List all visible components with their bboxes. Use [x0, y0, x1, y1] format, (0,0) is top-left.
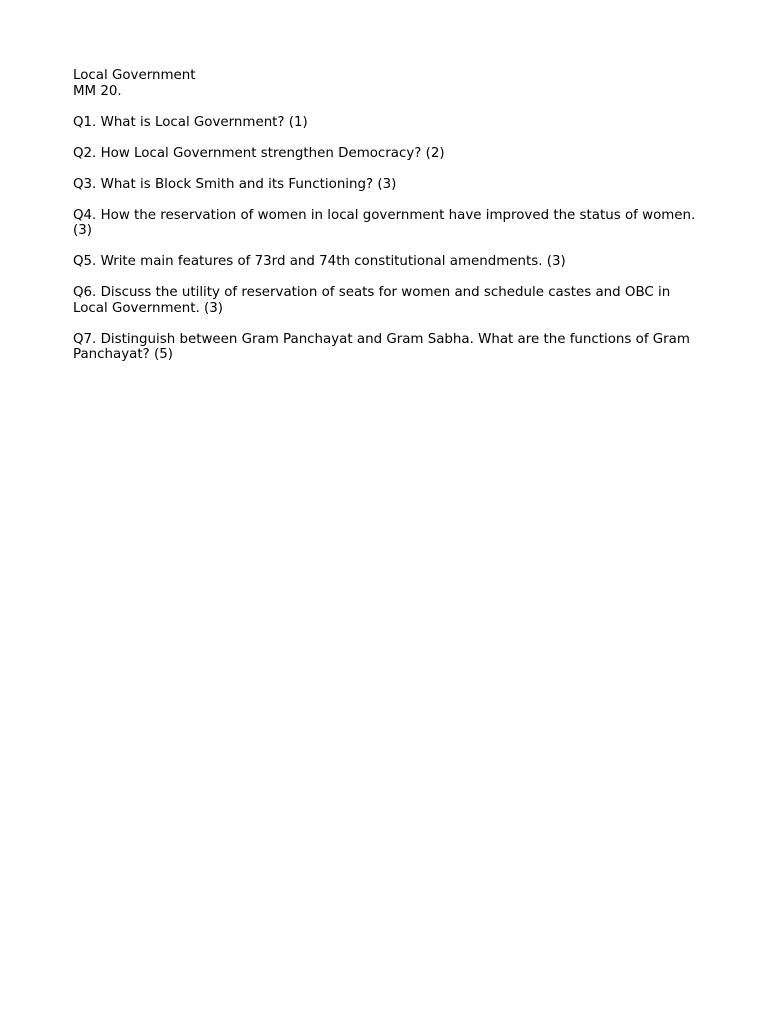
document-content	[73, 68, 698, 378]
question-7: Q7. Distinguish between Gram Panchayat and Gram Sabha. What are the functions of Gram Panchayat? (5)	[73, 331, 690, 363]
question-4: Q4. How the reservation of women in local government have improved the status of women. (3)	[73, 207, 696, 239]
question-6: Q6. Discuss the utility of reservation of seats for women and schedule castes and OBC in Local Government. (3)	[73, 285, 671, 316]
question-1: Q1. What is Local Government? (1)	[73, 114, 308, 130]
question-5: Q5. Write main features of 73rd and 74th constitutional amendments. (3)	[73, 254, 566, 270]
maximum-marks: MM 20.	[73, 83, 122, 99]
document-title: Local Government	[73, 68, 196, 83]
question-3: Q3. What is Block Smith and its Functioning? (3)	[73, 176, 397, 192]
question-list	[73, 115, 698, 363]
question-2: Q2. How Local Government strengthen Democracy? (2)	[73, 145, 445, 161]
